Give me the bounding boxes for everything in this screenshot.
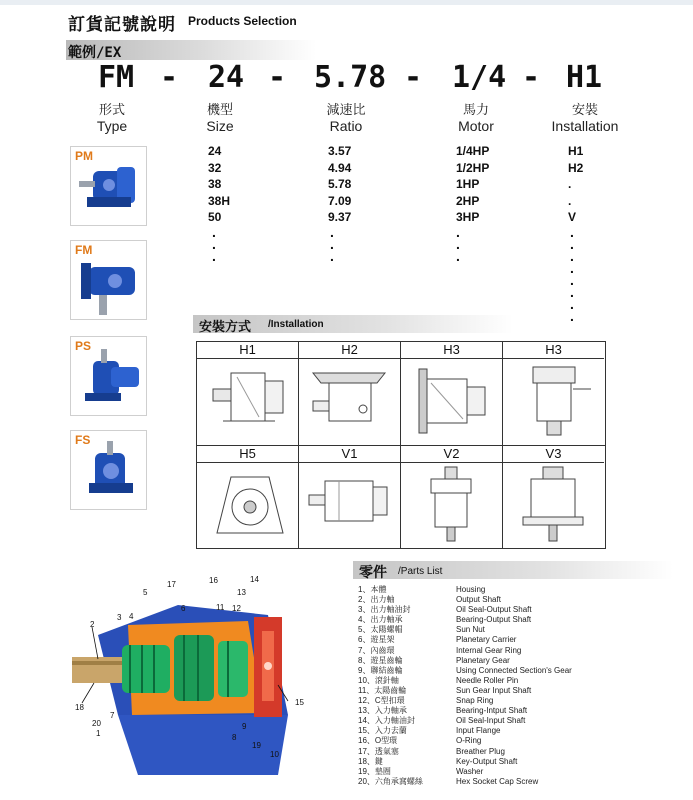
code-motor: 1/4 [452,60,507,95]
parts-title-cn: 零件 [359,564,387,580]
size-value: 32 [208,160,222,175]
part-name-en: Bearing-Intput Shaft [456,706,528,716]
product-ps-label: PS [75,339,92,353]
part-name-cn: 12、C型扣環 [358,696,405,706]
callout-6: 6 [181,604,186,613]
part-name-cn: 19、墊圈 [358,766,391,776]
part-name-cn: 15、入力去蘭 [358,726,407,736]
list-item [358,646,572,656]
installation-label: H5 [197,446,298,463]
motor-column [456,143,489,226]
mounting-drawing-icon [197,463,298,549]
mounting-drawing-icon [401,359,502,445]
list-item [358,777,572,787]
list-item [358,676,572,686]
parts-list [358,585,572,787]
part-name-cn: 6、遊星架 [358,635,395,645]
callout-19: 19 [252,741,261,750]
part-name-cn: 4、出力軸承 [358,615,403,625]
code-dash-3: - [404,60,423,95]
mounting-drawing-icon [197,359,298,445]
mounting-drawing-icon [503,463,604,549]
product-pm-label: PM [75,149,93,163]
motor-value: 1/2HP [456,160,490,175]
label-installation-en: Installation [551,118,619,134]
list-item [358,625,572,635]
top-strip [0,0,693,5]
part-name-en: Planetary Carrier [456,635,517,645]
code-type: FM [98,60,135,95]
part-name-cn: 5、太陽螺帽 [358,625,403,635]
installation-label: H3 [503,342,604,359]
installation-label: H1 [197,342,298,359]
ratio-value: 5.78 [328,177,352,191]
ratio-value: 7.09 [328,193,352,208]
label-installation-cn: 安裝 [571,102,598,117]
callout-2: 2 [90,620,95,629]
callout-12: 12 [232,604,241,613]
part-name-en: Breather Plug [456,746,505,756]
part-name-en: Key-Output Shaft [456,756,518,766]
list-item [358,666,572,676]
installation-label: V1 [299,446,400,463]
part-name-cn: 20、六角承窩螺絲 [358,776,423,786]
installation-value: . [568,177,572,191]
installation-title-cn: 安裝方式 [199,319,252,334]
code-ratio: 5.78 [314,60,387,95]
page-title-cn: 訂貨記號說明 [68,15,176,34]
ratio-column [328,143,351,226]
size-dots: . . . [212,224,216,264]
installation-cell-h3 [401,342,503,445]
mounting-drawing-icon [401,463,502,549]
callout-11: 11 [216,603,225,612]
installation-value: H2 [568,160,584,175]
part-name-cn: 14、入力軸油封 [358,716,415,726]
part-name-cn: 16、O型環 [358,736,398,746]
list-item [358,686,572,696]
code-dash-4: - [522,60,541,95]
part-name-en: Oil Seal-Input Shaft [456,716,526,726]
part-name-en: Housing [456,585,486,594]
list-item [358,706,572,716]
part-name-en: Output Shaft [456,595,501,605]
list-item [358,726,572,736]
motor-value: 2HP [456,193,480,208]
part-name-en: Using Connected Section's Gear [456,665,572,675]
part-name-en: Input Flange [456,726,501,736]
callout-13: 13 [237,588,246,597]
motor-value: 1/4HP [456,144,490,158]
motor-value: 3HP [456,210,480,224]
list-item [358,595,572,605]
mounting-drawing-icon [299,359,400,445]
mounting-drawing-icon [503,359,604,445]
label-size-en: Size [206,118,234,134]
list-item [358,656,572,666]
installation-label: V3 [503,446,604,463]
part-name-cn: 1、本體 [358,585,387,594]
label-type-en: Type [96,118,128,134]
installation-cell-h1 [197,342,299,445]
part-name-cn: 9、聯結齒輪 [358,665,403,675]
callout-8: 8 [232,733,237,742]
mounting-drawing-icon [299,463,400,549]
callout-9: 9 [242,722,247,731]
part-name-cn: 2、出力軸 [358,595,395,605]
callout-4: 4 [129,612,134,621]
code-dash-1: - [160,60,179,95]
part-name-en: Sun Nut [456,625,485,635]
installation-value: . [568,193,572,208]
part-name-en: Needle Roller Pin [456,675,519,685]
list-item [358,615,572,625]
example-label: 範例/EX [68,45,122,61]
installation-column [568,143,583,226]
installation-grid [196,341,606,549]
installation-cell-v2 [401,446,503,549]
list-item [358,605,572,615]
product-fs-label: FS [75,433,91,447]
part-name-cn: 18、鍵 [358,756,383,766]
part-name-cn: 10、滾針軸 [358,675,399,685]
callout-5: 5 [143,588,148,597]
list-item [358,716,572,726]
size-column [208,143,230,226]
list-item [358,747,572,757]
size-value: 24 [208,144,222,158]
installation-dots: . . . . . . . . [570,224,574,324]
callout-18: 18 [75,703,84,712]
product-pm-thumbnail [70,146,147,226]
label-ratio-cn: 減速比 [326,102,366,117]
product-fs-thumbnail [70,430,147,510]
list-item [358,635,572,645]
part-name-en: Hex Socket Cap Screw [456,776,539,786]
part-name-cn: 13、入力軸承 [358,706,407,716]
code-dash-2: - [268,60,287,95]
installation-label: H2 [299,342,400,359]
list-item [358,585,572,595]
list-item [358,767,572,777]
part-name-cn: 17、透氣塞 [358,746,399,756]
part-name-en: Sun Gear Input Shaft [456,685,532,695]
installation-cell-v1 [299,446,401,549]
part-name-en: Bearing-Output Shaft [456,615,532,625]
size-value: 50 [208,210,222,224]
label-ratio-en: Ratio [329,118,363,134]
part-name-cn: 7、內齒環 [358,645,395,655]
page-title-en: Products Selection [188,14,297,28]
part-name-cn: 3、出力軸油封 [358,605,411,615]
callout-10: 10 [270,750,279,759]
callout-20: 20 [92,719,101,728]
list-item [358,736,572,746]
callout-14: 14 [250,575,259,584]
ratio-value: 4.94 [328,160,352,175]
label-size-cn: 機型 [206,102,233,117]
motor-value: 1HP [456,177,480,191]
code-installation: H1 [566,60,603,95]
ratio-value: 3.57 [328,144,352,158]
installation-value: V [568,210,577,224]
part-name-en: Planetary Gear [456,655,510,665]
part-name-cn: 11、太陽齒輪 [358,685,407,695]
gearbox-cutaway-icon [58,565,320,780]
list-item [358,757,572,767]
ratio-dots: . . . [330,224,334,264]
installation-cell-h5 [197,446,299,549]
size-value: 38 [208,177,222,191]
motor-dots: . . . [456,224,460,264]
installation-value: H1 [568,144,584,158]
list-item [358,696,572,706]
installation-label: V2 [401,446,502,463]
part-name-en: Internal Gear Ring [456,645,522,655]
part-name-en: Oil Seal-Output Shaft [456,605,532,615]
callout-3: 3 [117,613,122,622]
part-name-en: Washer [456,766,484,776]
installation-cell-v3 [503,446,604,549]
installation-cell-h3-alt [503,342,604,445]
callout-1: 1 [96,729,101,738]
part-name-en: Snap Ring [456,696,494,706]
part-name-cn: 8、遊星齒輪 [358,655,403,665]
callout-7: 7 [110,711,115,720]
size-value: 38H [208,193,231,208]
installation-cell-h2 [299,342,401,445]
label-type-cn: 形式 [98,102,125,117]
product-ps-thumbnail [70,336,147,416]
product-fm-thumbnail [70,240,147,320]
installation-title-en: /Installation [268,319,324,330]
parts-title-en: /Parts List [398,566,443,577]
code-size: 24 [208,60,245,95]
callout-15: 15 [295,698,304,707]
label-motor-cn: 馬力 [462,102,489,117]
ratio-value: 9.37 [328,210,352,224]
label-motor-en: Motor [458,118,494,134]
part-name-en: O-Ring [456,736,482,746]
installation-label: H3 [401,342,502,359]
product-fm-label: FM [75,243,93,257]
callout-16: 16 [209,576,218,585]
callout-17: 17 [167,580,176,589]
